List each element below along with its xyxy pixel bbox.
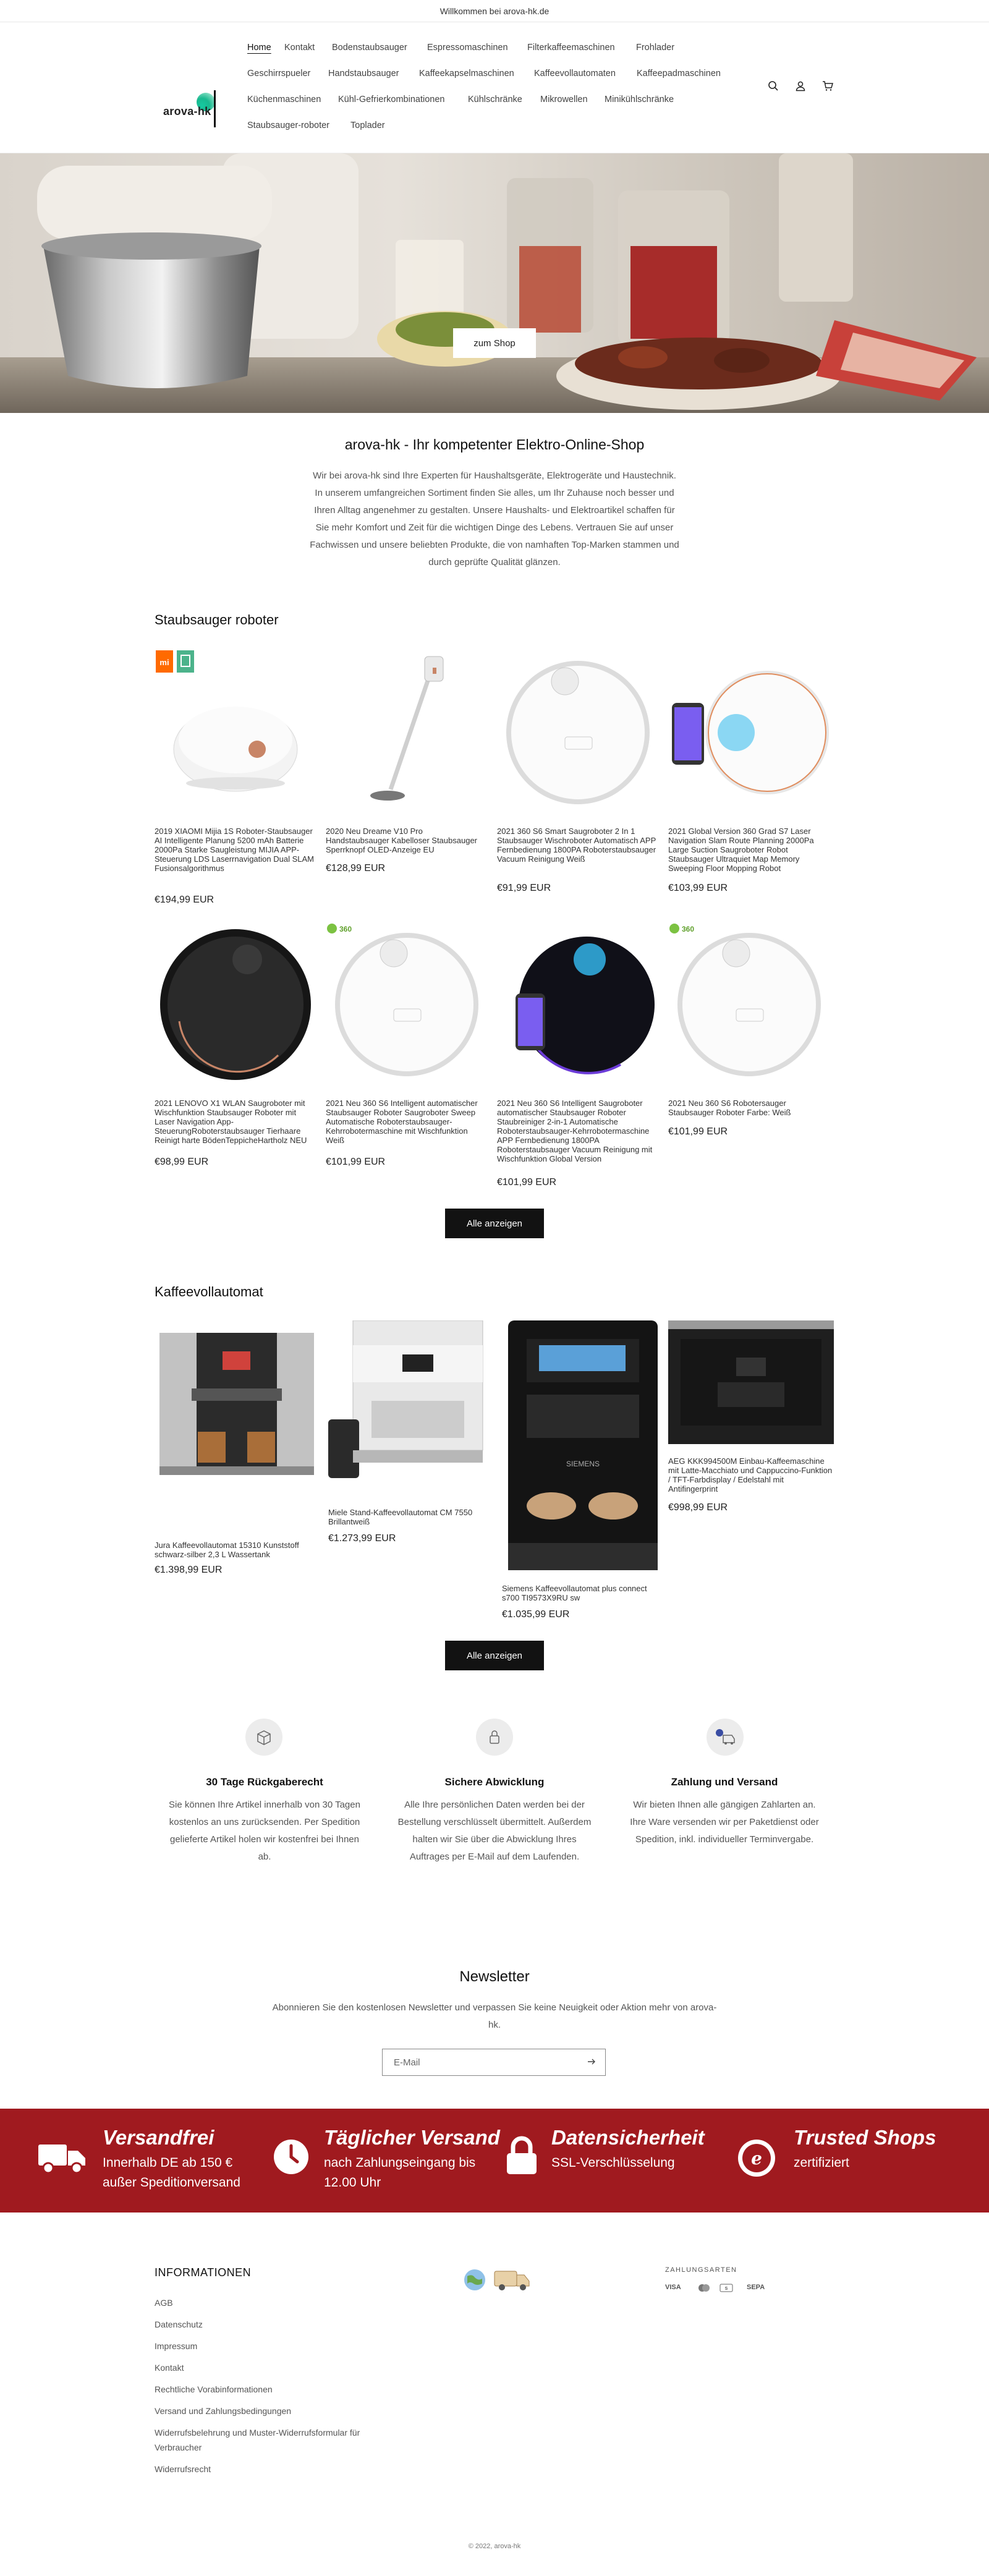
nav-toplader[interactable]: Toplader (350, 121, 385, 130)
product-image[interactable] (668, 650, 830, 814)
footer-heading: INFORMATIONEN (155, 2266, 252, 2279)
sofort-icon (719, 2284, 733, 2292)
product-name[interactable]: 2021 Neu 360 S6 Intelligent Saugroboter automatischer Staubsauger Roboter Staubreiniger 2-in-1 Automatische Roboterstaubsauger-Kehrrobotermaschine APP Fernbedienung 1800PA Roboterstaubsauger Vacuum Reinigung mit Wischfunktion Global Version (497, 1099, 653, 1163)
svg-text:S: S (724, 2287, 728, 2291)
product-image[interactable] (668, 922, 830, 1086)
banner-line: SSL-Verschlüsselung (551, 2156, 675, 2170)
product-name[interactable]: 2021 Global Version 360 Grad S7 Laser Navigation Slam Route Planning 2000Pa Large Suction Saugroboter Robot Staubsauger Ultraquiet Map Memory Sweeping Floor Mopping Robot (668, 827, 814, 873)
product-name[interactable]: 2020 Neu Dreame V10 Pro Handstaubsauger Kabelloser Staubsauger Sperrknopf OLED-Anzeige EU (326, 827, 478, 854)
product-image[interactable] (326, 922, 488, 1086)
nav-kuehl-gefrierkombinationen[interactable]: Kühl-Gefrierkombinationen (338, 95, 445, 104)
footer-link-vorabinformationen[interactable]: Rechtliche Vorabinformationen (155, 2384, 273, 2394)
feature-title: Sichere Abwicklung (444, 1776, 545, 1788)
trusted-shops-icon (737, 2138, 776, 2181)
product-image[interactable] (326, 650, 488, 814)
footer-link-kontakt[interactable]: Kontakt (155, 2363, 184, 2373)
nav-staubsauger-roboter[interactable]: Staubsauger-roboter (247, 121, 329, 130)
truck-icon (38, 2141, 88, 2179)
product-image[interactable] (155, 922, 316, 1086)
product-name[interactable]: 2021 Neu 360 S6 Intelligent automatischer Staubsauger Roboter Saugroboter Sweep Automatische Roboterstaubsauger-Kehrrobotermaschine mit Wischfunktion Weiß (326, 1099, 478, 1145)
product-price: €1.398,99 EUR (155, 1565, 223, 1575)
product-price: €128,99 EUR (326, 863, 386, 874)
banner-line: nach Zahlungseingang bis (324, 2156, 476, 2170)
product-price: €1.273,99 EUR (328, 1533, 396, 1544)
nav-minikuehlschraenke[interactable]: Minikühlschränke (605, 95, 674, 104)
clock-icon (273, 2138, 310, 2179)
banner-title: Täglicher Versand (324, 2126, 500, 2149)
globe-icon (462, 2268, 487, 2295)
footer-link-agb[interactable]: AGB (155, 2298, 173, 2308)
product-name[interactable]: 2021 Neu 360 S6 Robotersauger Staubsauger Roboter Farbe: Weiß (668, 1099, 791, 1117)
announcement-text: Willkommen bei arova-hk.de (439, 6, 550, 16)
product-image[interactable] (502, 1320, 664, 1570)
lock-icon (476, 1719, 513, 1756)
feature-title: 30 Tage Rückgaberecht (206, 1776, 323, 1788)
product-price: €91,99 EUR (497, 883, 551, 893)
svg-text:e: e (751, 2148, 762, 2169)
svg-text:360: 360 (339, 925, 352, 933)
feature-text: Wir bieten Ihnen alle gängigen Zahlarten an. Ihre Ware versenden wir per Paketdienst oder Spedition, inkl. individueller Terminvergabe. (630, 1800, 819, 1845)
newsletter-text: Abonnieren Sie den kostenlosen Newsletter und verpassen Sie keine Neuigkeit oder Aktion mehr von arova-hk. (272, 2002, 717, 2030)
nav-kaffeepadmaschinen[interactable]: Kaffeepadmaschinen (637, 69, 721, 79)
banner-line: zertifiziert (794, 2156, 849, 2170)
intro-text: Wir bei arova-hk sind Ihre Experten für Haushaltsgeräte, Elektrogeräte und Haustechnik. In unserem umfangreichen Sortiment finden Sie alles, um Ihr Zuhause noch besser und Ihren Alltag angenehmer zu gestalten. Unsere Haushalts- und Elektroartikel schaffen für Sie mehr Komfort und Zeit für die wichtigen Dinge des Lebens. Vertrauen Sie auf unser Fachwissen und unsere beliebten Produkte, die von namhaften Top-Marken stammen und durch geprüfte Qualität glänzen. (310, 470, 679, 567)
footer-link-datenschutz[interactable]: Datenschutz (155, 2319, 203, 2329)
view-all-robots-button[interactable]: Alle anzeigen (445, 1209, 544, 1238)
delivery-truck-icon (493, 2268, 530, 2295)
svg-text:360: 360 (682, 925, 695, 933)
product-price: €998,99 EUR (668, 1502, 728, 1513)
banner-line: Innerhalb DE ab 150 € (103, 2156, 233, 2170)
product-image[interactable] (497, 650, 659, 814)
footer-link-versand[interactable]: Versand und Zahlungsbedingungen (155, 2406, 292, 2416)
sepa-icon: SEPA (747, 2284, 765, 2291)
view-all-coffee-button[interactable]: Alle anzeigen (445, 1641, 544, 1670)
nav-mikrowellen[interactable]: Mikrowellen (540, 95, 588, 104)
shop-button[interactable]: zum Shop (453, 328, 536, 358)
logo[interactable] (162, 90, 224, 129)
product-name[interactable]: 2021 LENOVO X1 WLAN Saugroboter mit Wischfunktion Staubsauger Roboter mit Laser Navigation App-SteuerungRoboterstaubsauger Tierhaare Reinigt harte BödenTeppicheHartholz NEU (155, 1099, 307, 1145)
nav-kaffeekapselmaschinen[interactable]: Kaffeekapselmaschinen (419, 69, 514, 79)
banner-line: außer Speditionversand (103, 2175, 240, 2190)
package-return-icon (245, 1719, 282, 1756)
copyright: © 2022, arova-hk (468, 2543, 521, 2550)
section-title-staubsauger-roboter: Staubsauger roboter (155, 612, 279, 627)
product-price: €98,99 EUR (155, 1157, 209, 1167)
feature-title: Zahlung und Versand (671, 1776, 778, 1788)
nav-home[interactable]: Home (247, 43, 271, 53)
announcement-bar (0, 0, 989, 22)
footer-link-widerrufsbelehrung[interactable]: Widerrufsbelehrung und Muster-Widerrufsformular für Verbraucher (155, 2428, 360, 2452)
banner-title: Versandfrei (103, 2126, 214, 2149)
nav-kaffeevollautomaten[interactable]: Kaffeevollautomaten (534, 69, 616, 79)
product-name[interactable]: Miele Stand-Kaffeevollautomat CM 7550 Brillantweiß (328, 1508, 473, 1526)
hero-image (0, 153, 989, 413)
nav-kontakt[interactable]: Kontakt (284, 43, 315, 53)
trust-banner (0, 2109, 989, 2213)
intro-title: arova-hk - Ihr kompetenter Elektro-Online-Shop (344, 436, 645, 453)
nav-frohlader[interactable]: Frohlader (636, 43, 675, 53)
nav-espressomaschinen[interactable]: Espressomaschinen (427, 43, 508, 53)
nav-bodenstaubsauger[interactable]: Bodenstaubsauger (332, 43, 407, 53)
product-price: €194,99 EUR (155, 895, 214, 905)
feature-text: Alle Ihre persönlichen Daten werden bei der Bestellung verschlüsselt übermittelt. Außerdem halten wir Sie über die Abwicklung Ihres Auftrages per E-Mail auf dem Laufenden. (397, 1800, 592, 1862)
nav-geschirrspueler[interactable]: Geschirrspueler (247, 69, 311, 79)
nav-kuehlschraenke[interactable]: Kühlschränke (468, 95, 522, 104)
search-icon[interactable] (766, 79, 780, 93)
product-price: €101,99 EUR (326, 1157, 386, 1167)
footer-link-widerrufsrecht[interactable]: Widerrufsrecht (155, 2464, 211, 2474)
site-header (0, 22, 989, 153)
nav-kuechenmaschinen[interactable]: Küchenmaschinen (247, 95, 321, 104)
newsletter-title: Newsletter (459, 1968, 530, 1985)
account-icon[interactable] (794, 79, 807, 93)
email-placeholder: E-Mail (394, 2057, 420, 2068)
product-price: €101,99 EUR (668, 1126, 728, 1137)
svg-text:SIEMENS: SIEMENS (566, 1460, 600, 1468)
banner-line: 12.00 Uhr (324, 2175, 381, 2190)
cart-icon[interactable] (821, 79, 834, 93)
product-price: €103,99 EUR (668, 883, 728, 893)
product-image[interactable] (155, 1320, 319, 1485)
email-field[interactable] (382, 2049, 606, 2076)
product-name[interactable]: 2021 360 S6 Smart Saugroboter 2 In 1 Staubsauger Wischroboter Automatisch APP Fernbedienung 1800PA Roboterstaubsauger Vacuum Reinigung Weiß (497, 827, 656, 864)
mastercard-icon (697, 2284, 711, 2292)
nav-handstaubsauger[interactable]: Handstaubsauger (328, 69, 399, 79)
product-image[interactable] (155, 650, 316, 814)
product-name[interactable]: Siemens Kaffeevollautomat plus connect s700 TI9573X9RU sw (502, 1584, 647, 1602)
product-price: €1.035,99 EUR (502, 1609, 570, 1620)
product-name[interactable]: AEG KKK994500M Einbau-Kaffeemaschine mit Latte-Macchiato und Cappuccino-Funktion / TFT-Farbdisplay / Edelstahl mit Antifingerprint (668, 1456, 833, 1494)
product-image[interactable] (668, 1320, 834, 1444)
banner-title: Trusted Shops (794, 2126, 936, 2149)
product-image[interactable] (328, 1320, 493, 1482)
footer-link-impressum[interactable]: Impressum (155, 2341, 198, 2351)
product-image[interactable] (497, 922, 659, 1086)
product-name[interactable]: 2019 XIAOMI Mijia 1S Roboter-Staubsauger AI Intelligente Planung 5200 mAh Batterie 2000Pa Starke Saugleistung MIJIA APP-Steuerung LDS Laserrnavigation Dual SLAM Fusionsalgorithmus (155, 827, 314, 873)
svg-text:mi: mi (159, 658, 169, 667)
feature-text: Sie können Ihre Artikel innerhalb von 30 Tagen kostenlos an uns zurücksenden. Per Spedition gelieferte Artikel holen wir kostenfrei bei Ihnen ab. (169, 1800, 360, 1862)
section-title-kaffeevollautomat: Kaffeevollautomat (155, 1284, 263, 1299)
logo-text: arova-hk (163, 105, 211, 117)
arrow-right-icon[interactable] (587, 2057, 596, 2069)
banner-title: Datensicherheit (551, 2126, 705, 2149)
visa-icon: VISA (665, 2284, 681, 2291)
shipping-icon (707, 1719, 744, 1756)
product-name[interactable]: Jura Kaffeevollautomat 15310 Kunststoff schwarz-silber 2,3 L Wassertank (155, 1541, 299, 1559)
payment-heading: ZAHLUNGSARTEN (665, 2266, 737, 2274)
lock-icon (506, 2136, 538, 2179)
product-price: €101,99 EUR (497, 1177, 557, 1188)
nav-filterkaffeemaschinen[interactable]: Filterkaffeemaschinen (527, 43, 615, 53)
